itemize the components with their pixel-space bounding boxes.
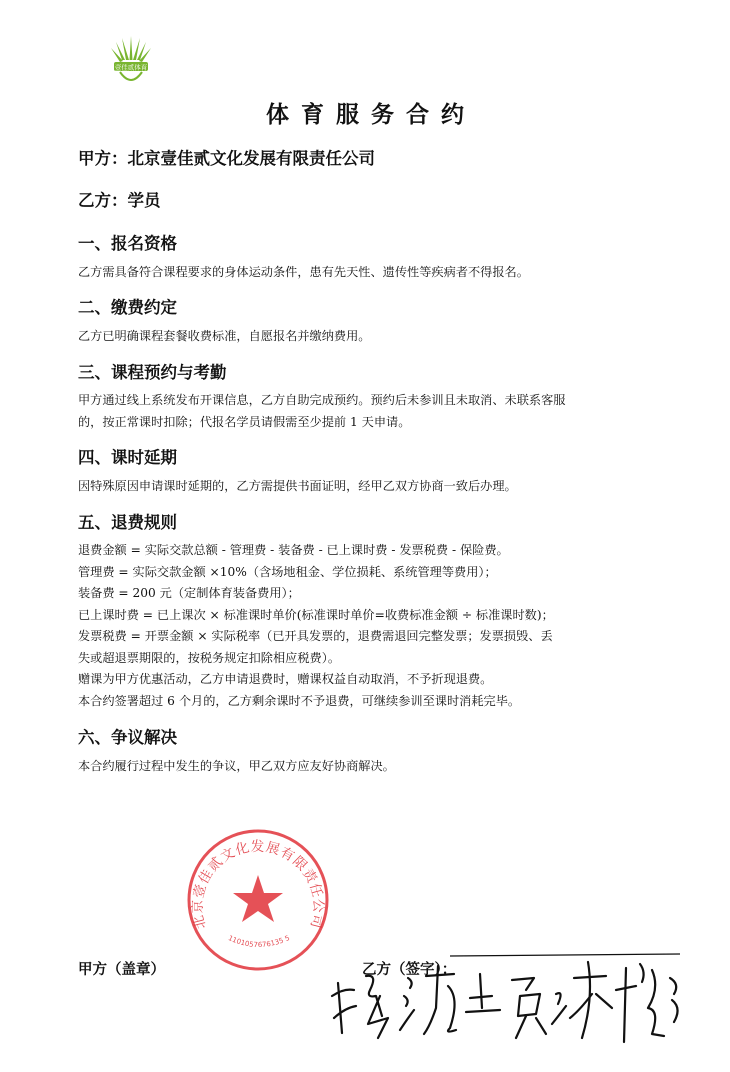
document-title: 体育服务合约: [266, 102, 476, 128]
section-body: [78, 756, 658, 778]
section-body: [78, 262, 658, 284]
company-seal-stamp: [183, 825, 333, 975]
body-line: 乙方已明确课程套餐收费标准，自愿报名并缴纳费用。: [78, 329, 371, 343]
body-line: 本合约履行过程中发生的争议，甲乙双方应友好协商解决。: [78, 759, 395, 773]
section-heading: 六、争议解决: [78, 728, 177, 747]
svg-text:北京壹佳贰文化发展有限责任公司: 北京壹佳贰文化发展有限责任公司: [189, 838, 327, 931]
body-line: 本合约签署超过 6 个月的，乙方剩余课时不予退费，可继续参训至课时消耗完毕。: [78, 693, 521, 708]
section-heading: 一、报名资格: [78, 234, 177, 253]
body-line: 管理费 = 实际交款金额 ×10%（含场地租金、学位损耗、系统管理等费用）；: [78, 564, 497, 579]
section-heading: 四、课时延期: [78, 448, 177, 467]
section-body: [78, 326, 658, 348]
signature-a-label: 甲方（盖章）: [78, 962, 165, 978]
svg-text:壹佳贰体育: 壹佳贰体育: [114, 63, 148, 72]
body-line: 发票税费 = 开票金额 × 实际税率（已开具发票的，退费需退回完整发票；发票损毁、丢: [78, 629, 553, 643]
body-line: 因特殊原因申请课时延期的，乙方需提供书面证明，经甲乙双方协商一致后办理。: [78, 479, 517, 493]
signature-b-label: 乙方（签字）：: [362, 962, 457, 978]
body-line: 的，按正常课时扣除；代报名学员请假需至少提前 1 天申请。: [78, 414, 411, 429]
section-heading: 五、退费规则: [78, 513, 177, 532]
party-a: 甲方：北京壹佳贰文化发展有限责任公司: [78, 149, 375, 168]
handwritten-signature: [330, 938, 690, 1048]
svg-text:1101057676135 5: 1101057676135 5: [226, 933, 291, 950]
body-line: 装备费 = 200 元（定制体育装备费用）；: [78, 586, 300, 600]
body-line: 失或超退票期限的，按税务规定扣除相应税费）。: [78, 650, 341, 665]
party-b: 乙方：学员: [78, 191, 161, 210]
section-body: [78, 540, 658, 712]
shuttlecock-logo-icon: [108, 36, 154, 86]
section-heading: 三、课程预约与考勤: [78, 363, 227, 382]
body-line: 退费金额 = 实际交款总额 - 管理费 - 装备费 - 已上课时费 - 发票税费 - 保险费。: [78, 543, 509, 557]
body-line: 甲方通过线上系统发布开课信息，乙方自助完成预约。预约后未参训且未取消、未联系客服: [78, 393, 566, 407]
section-body: [78, 390, 658, 433]
section-heading: 二、缴费约定: [78, 298, 177, 317]
body-line: 赠课为甲方优惠活动，乙方申请退费时，赠课权益自动取消，不予折现退费。: [78, 672, 493, 686]
body-line: 已上课时费 = 已上课次 × 标准课时单价(标准课时单价=收费标准金额 ÷ 标准课时数)；: [78, 607, 554, 622]
body-line: 乙方需具备符合课程要求的身体运动条件，患有先天性、遗传性等疾病者不得报名。: [78, 265, 529, 279]
section-body: [78, 476, 658, 498]
